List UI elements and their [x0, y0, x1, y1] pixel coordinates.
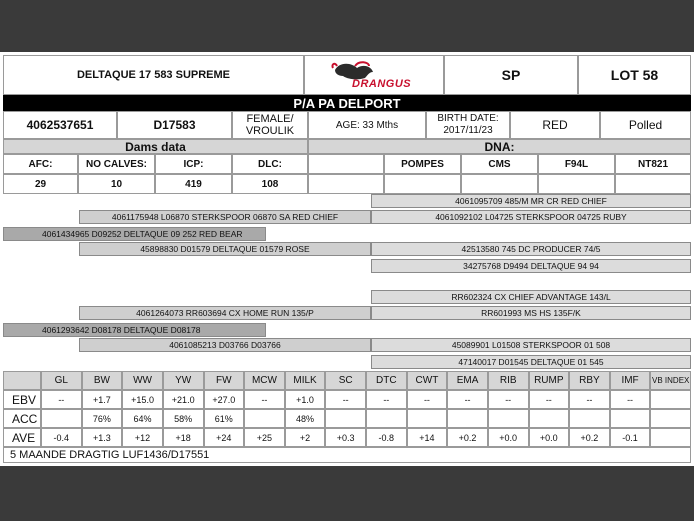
ebv-cell: +0.3 [325, 428, 366, 447]
dams-header-calves: NO CALVES: [78, 154, 155, 174]
ebv-col-mcw: MCW [244, 371, 285, 390]
ebv-cell: +1.0 [285, 390, 326, 409]
ebv-cell: 64% [122, 409, 163, 428]
ebv-col-ema: EMA [447, 371, 488, 390]
pedigree-r6: RR601993 MS HS 135F/K [371, 306, 691, 320]
dna-spacer [308, 154, 384, 174]
ebv-col-dtc: DTC [366, 371, 407, 390]
pedigree-l1: 4061175948 L06870 STERKSPOOR 06870 SA RED CHIEF [79, 210, 371, 224]
pedigree-r1: 4061095709 485/M MR CR RED CHIEF [371, 194, 691, 208]
ebv-cell: -0.8 [366, 428, 407, 447]
animal-color: RED [510, 111, 600, 139]
dams-data-title: Dams data [3, 139, 308, 154]
pedigree-r3: 42513580 745 DC PRODUCER 74/5 [371, 242, 691, 256]
ebv-table [3, 371, 691, 447]
ebv-col-rib: RIB [488, 371, 529, 390]
ebv-col-vb-index: VB INDEX [650, 371, 691, 390]
ebv-cell [325, 409, 366, 428]
ebv-cell [366, 409, 407, 428]
ebv-col-rby: RBY [569, 371, 610, 390]
ebv-cell [41, 409, 82, 428]
ebv-col-sc: SC [325, 371, 366, 390]
birth-date-cell [426, 111, 510, 139]
brand-logo [304, 55, 444, 95]
ebv-cell: 58% [163, 409, 204, 428]
ebv-cell: 76% [82, 409, 123, 428]
ebv-cell: 48% [285, 409, 326, 428]
ebv-cell: +21.0 [163, 390, 204, 409]
ebv-cell: +18 [163, 428, 204, 447]
ebv-col-fw: FW [204, 371, 245, 390]
pedigree-l2: 45898830 D01579 DELTAQUE 01579 ROSE [79, 242, 371, 256]
dna-title: DNA: [308, 139, 691, 154]
animal-id: 4062537651 [3, 111, 117, 139]
dna-value-pompes [384, 174, 461, 194]
dams-value-afc: 29 [3, 174, 78, 194]
dams-header-dlc: DLC: [232, 154, 308, 174]
ebv-cell: -- [41, 390, 82, 409]
ebv-col-gl: GL [41, 371, 82, 390]
ebv-cell: -0.1 [610, 428, 651, 447]
ebv-cell: -0.4 [41, 428, 82, 447]
ebv-row-label-ebv: EBV [3, 390, 41, 409]
ebv-corner [3, 371, 41, 390]
ebv-cell [569, 409, 610, 428]
dna-value-nt821 [615, 174, 691, 194]
animal-data-sheet [0, 52, 694, 466]
ebv-cell: +0.2 [447, 428, 488, 447]
ebv-col-bw: BW [82, 371, 123, 390]
animal-age: AGE: 33 Mths [308, 111, 426, 139]
dams-header-afc: AFC: [3, 154, 78, 174]
ebv-col-imf: IMF [610, 371, 651, 390]
ebv-cell: +2 [285, 428, 326, 447]
pedigree-l3: 4061264073 RR603694 CX HOME RUN 135/P [79, 306, 371, 320]
ebv-col-milk: MILK [285, 371, 326, 390]
polled-status: Polled [600, 111, 691, 139]
ebv-row-label-acc: ACC [3, 409, 41, 428]
ebv-col-yw: YW [163, 371, 204, 390]
dna-header-cms: CMS [461, 154, 538, 174]
dna-header-nt821: NT821 [615, 154, 691, 174]
ebv-cell: -- [488, 390, 529, 409]
ebv-cell [529, 409, 570, 428]
logo-text: DRANGUS [352, 78, 412, 90]
ebv-col-cwt: CWT [407, 371, 448, 390]
ebv-cell: +0.2 [569, 428, 610, 447]
ebv-cell: -- [569, 390, 610, 409]
pedigree-d1: 4061434965 D09252 DELTAQUE 09 252 RED BEAR [3, 227, 266, 241]
animal-name: DELTAQUE 17 583 SUPREME [3, 55, 304, 95]
animal-sex: FEMALE/ VROULIK [232, 111, 308, 139]
ebv-cell: +14 [407, 428, 448, 447]
ebv-cell: +0.0 [488, 428, 529, 447]
footer-note: 5 MAANDE DRAGTIG LUF1436/D17551 [3, 447, 691, 463]
ebv-cell: +15.0 [122, 390, 163, 409]
ebv-cell [407, 409, 448, 428]
ebv-cell: +1.7 [82, 390, 123, 409]
dna-header-f94l: F94L [538, 154, 615, 174]
owner-title-bar: P/A PA DELPORT [3, 95, 691, 111]
ebv-cell: +12 [122, 428, 163, 447]
ebv-cell: +0.0 [529, 428, 570, 447]
ebv-cell [244, 409, 285, 428]
ebv-cell [650, 428, 691, 447]
pedigree-r7: 45089901 L01508 STERKSPOOR 01 508 [371, 338, 691, 352]
grade-badge: SP [444, 55, 578, 95]
pedigree-r5: RR602324 CX CHIEF ADVANTAGE 143/L [371, 290, 691, 304]
ebv-row-label-ave: AVE [3, 428, 41, 447]
birth-date-value: 2017/11/23 [443, 125, 493, 136]
ebv-cell: -- [366, 390, 407, 409]
ebv-cell: -- [529, 390, 570, 409]
ebv-cell [650, 409, 691, 428]
pedigree [3, 194, 691, 370]
pedigree-d2: 4061293642 D08178 DELTAQUE D08178 [3, 323, 266, 337]
ebv-col-ww: WW [122, 371, 163, 390]
ebv-cell: +27.0 [204, 390, 245, 409]
ebv-col-rump: RUMP [529, 371, 570, 390]
ebv-cell: +1.3 [82, 428, 123, 447]
ebv-cell [650, 390, 691, 409]
dna-value-f94l [538, 174, 615, 194]
ebv-cell: +25 [244, 428, 285, 447]
animal-tag: D17583 [117, 111, 232, 139]
dna-value-cms [461, 174, 538, 194]
dams-value-icp: 419 [155, 174, 232, 194]
ebv-cell: -- [407, 390, 448, 409]
ebv-cell: -- [325, 390, 366, 409]
dams-value-calves: 10 [78, 174, 155, 194]
dams-value-dlc: 108 [232, 174, 308, 194]
pedigree-r4: 34275768 D9494 DELTAQUE 94 94 [371, 259, 691, 273]
ebv-cell: -- [610, 390, 651, 409]
dams-header-icp: ICP: [155, 154, 232, 174]
pedigree-r8: 47140017 D01545 DELTAQUE 01 545 [371, 355, 691, 369]
dna-value-spacer [308, 174, 384, 194]
ebv-cell [488, 409, 529, 428]
dna-header-pompes: POMPES [384, 154, 461, 174]
birth-date-label: BIRTH DATE: [437, 113, 499, 124]
ebv-cell [447, 409, 488, 428]
lot-number: LOT 58 [578, 55, 691, 95]
ebv-cell: +24 [204, 428, 245, 447]
pedigree-l4: 4061085213 D03766 D03766 [79, 338, 371, 352]
ebv-cell: -- [244, 390, 285, 409]
pedigree-r2: 4061092102 L04725 STERKSPOOR 04725 RUBY [371, 210, 691, 224]
ebv-cell: 61% [204, 409, 245, 428]
ebv-cell [610, 409, 651, 428]
ebv-cell: -- [447, 390, 488, 409]
